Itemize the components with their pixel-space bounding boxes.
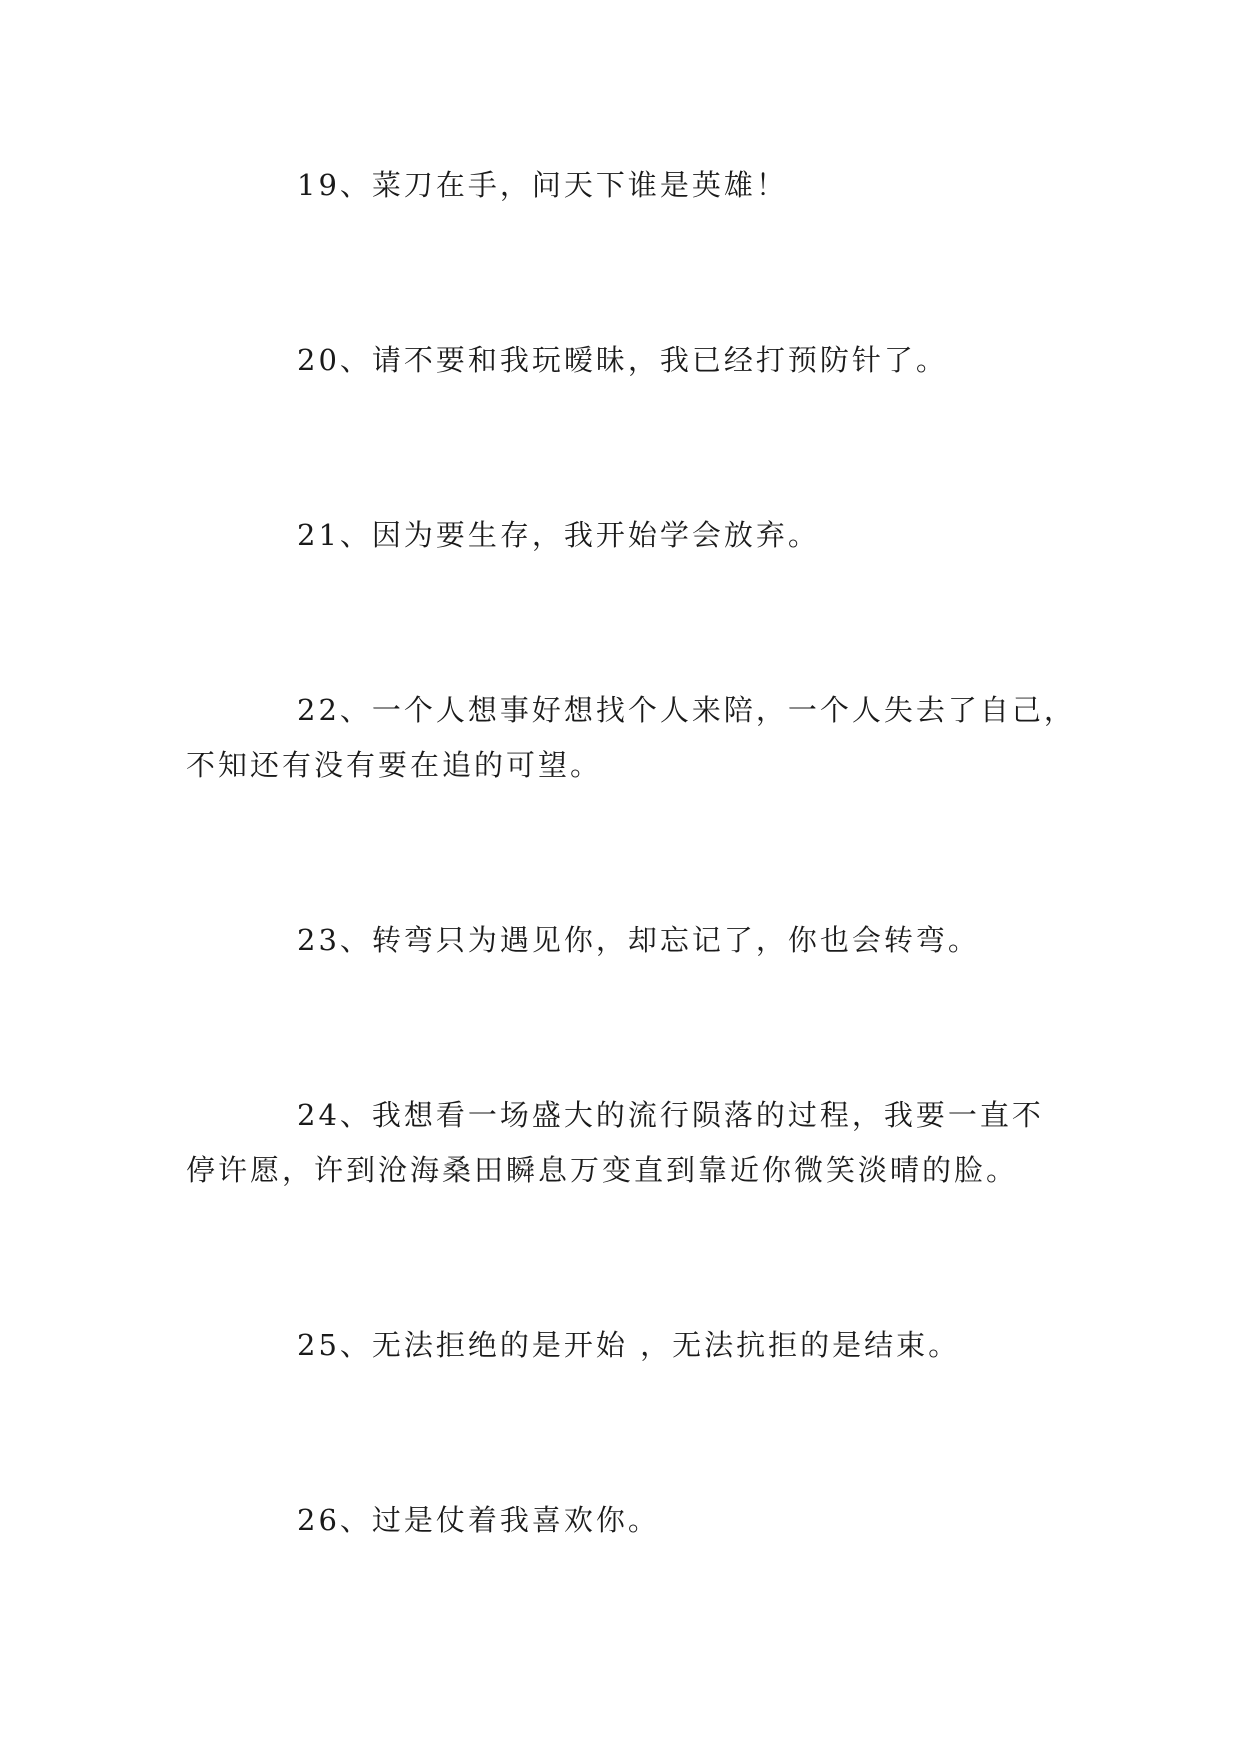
list-item-19: 19、菜刀在手，问天下谁是英雄！ bbox=[297, 168, 788, 202]
list-item-26: 26、过是仗着我喜欢你。 bbox=[297, 1503, 660, 1537]
list-item-24-line-2: 停许愿，许到沧海桑田瞬息万变直到靠近你微笑淡晴的脸。 bbox=[186, 1153, 1019, 1187]
list-item-22-line-2: 不知还有没有要在追的可望。 bbox=[186, 748, 603, 782]
list-item-21: 21、因为要生存，我开始学会放弃。 bbox=[297, 518, 820, 552]
list-item-25: 25、无法拒绝的是开始 ，无法抗拒的是结束。 bbox=[297, 1328, 961, 1362]
list-item-20: 20、请不要和我玩暧昧，我已经打预防针了。 bbox=[297, 343, 948, 377]
list-item-23: 23、转弯只为遇见你，却忘记了，你也会转弯。 bbox=[297, 923, 980, 957]
list-item-22-line-1: 22、一个人想事好想找个人来陪，一个人失去了自己， bbox=[297, 693, 1076, 727]
list-item-24-line-1: 24、我想看一场盛大的流行陨落的过程，我要一直不 bbox=[297, 1098, 1044, 1132]
